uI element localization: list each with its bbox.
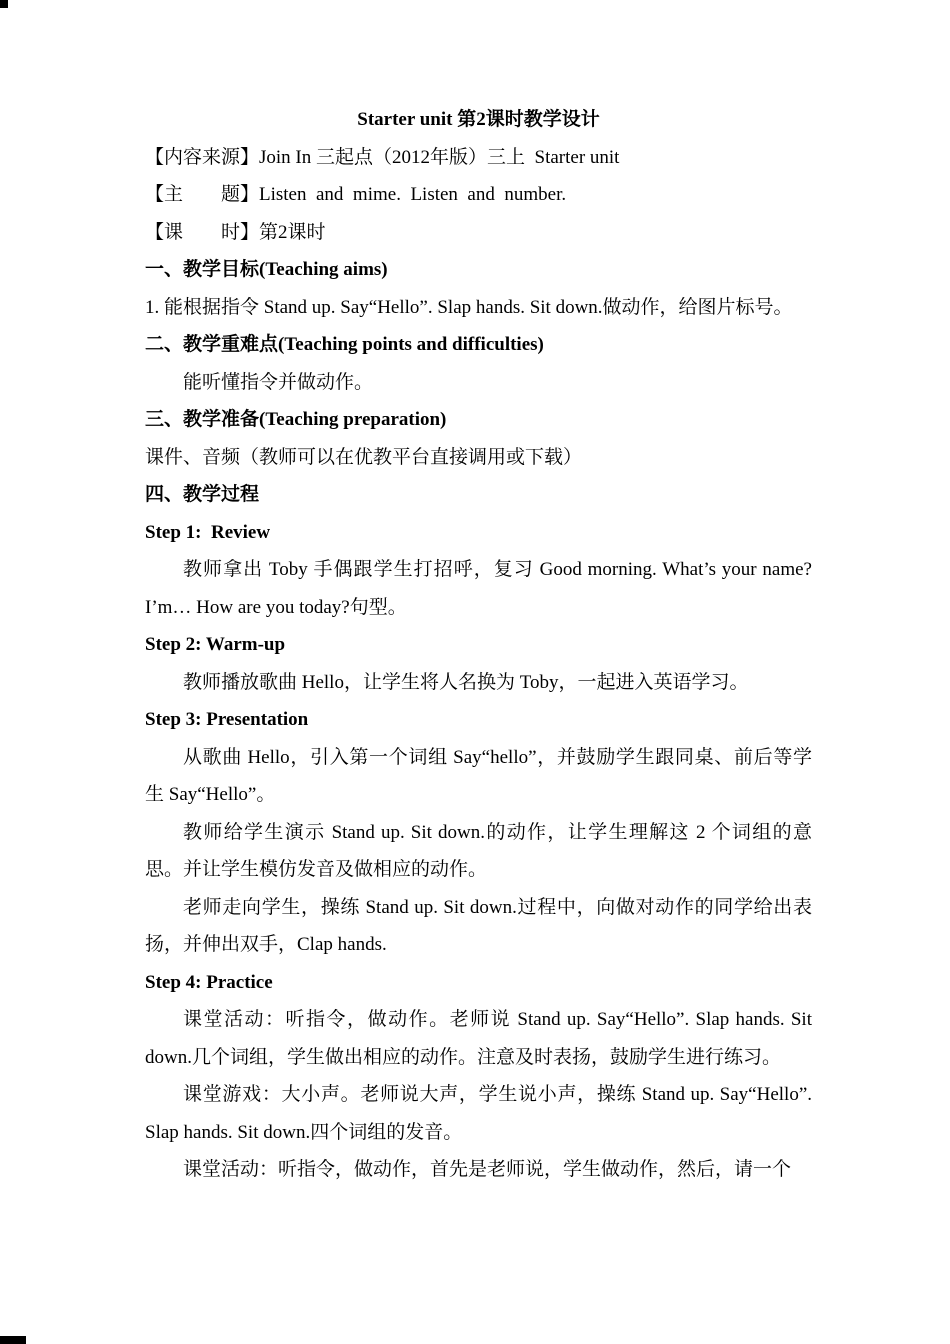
- step4-heading: Step 4: Practice: [145, 971, 273, 993]
- teaching-aims-item: 1. 能根据指令 Stand up. Say“Hello”. Slap hands. Sit down.做动作，给图片标号。: [145, 296, 793, 318]
- step3-paragraph-2: 教师给学生演示 Stand up. Sit down.的动作，让学生理解这 2 个词组的意思。并让学生模仿发音及做相应的动作。: [145, 821, 812, 880]
- heading-teaching-points: 二、教学重难点(Teaching points and difficulties): [145, 334, 544, 355]
- step2-heading: Step 2: Warm-up: [145, 634, 286, 655]
- step2-paragraph: 教师播放歌曲 Hello，让学生将人名换为 Toby，一起进入英语学习。: [183, 671, 749, 693]
- teaching-preparation-body: 课件、音频（教师可以在优教平台直接调用或下载）: [145, 446, 583, 468]
- heading-teaching-preparation: 三、教学准备(Teaching preparation): [145, 409, 447, 430]
- document-title: Starter unit 第2课时教学设计: [357, 109, 600, 130]
- teaching-points-body: 能听懂指令并做动作。: [183, 371, 374, 393]
- meta-topic: 【主 题】Listen and mime. Listen and number.: [145, 184, 567, 205]
- step1-paragraph: 教师拿出 Toby 手偶跟学生打招呼，复习 Good morning. What’s your name? I’m… How are you today?句型。: [145, 559, 817, 618]
- meta-content-source: 【内容来源】Join In 三起点（2012年版）三上 Starter unit: [145, 146, 620, 168]
- heading-teaching-process: 四、教学过程: [145, 484, 260, 505]
- step3-paragraph-1: 从歌曲 Hello，引入第一个词组 Say“hello”，并鼓励学生跟同桌、前后等学生 Say“Hello”。: [145, 746, 812, 805]
- step4-paragraph-1: 课堂活动：听指令，做动作。老师说 Stand up. Say“Hello”. Slap hands. Sit down.几个词组，学生做出相应的动作。注意及时表扬，鼓励学生进行练习。: [145, 1009, 817, 1068]
- page-corner-artifact-bottom-left: [0, 1336, 26, 1344]
- meta-period: 【课 时】第2课时: [145, 221, 326, 243]
- step3-heading: Step 3: Presentation: [145, 709, 309, 730]
- step4-paragraph-2: 课堂游戏：大小声。老师说大声，学生说小声，操练 Stand up. Say“Hello”. Slap hands. Sit down.四个词组的发音。: [145, 1084, 817, 1143]
- document-content: [145, 101, 817, 1189]
- step1-heading: Step 1: Review: [145, 521, 271, 543]
- page-corner-artifact-top-left: [0, 0, 8, 8]
- heading-teaching-aims: 一、教学目标(Teaching aims): [145, 259, 388, 280]
- step4-paragraph-3: 课堂活动：听指令，做动作，首先是老师说，学生做动作，然后，请一个: [183, 1159, 792, 1180]
- step3-paragraph-3: 老师走向学生，操练 Stand up. Sit down.过程中，向做对动作的同学给出表扬，并伸出双手，Clap hands.: [145, 896, 812, 955]
